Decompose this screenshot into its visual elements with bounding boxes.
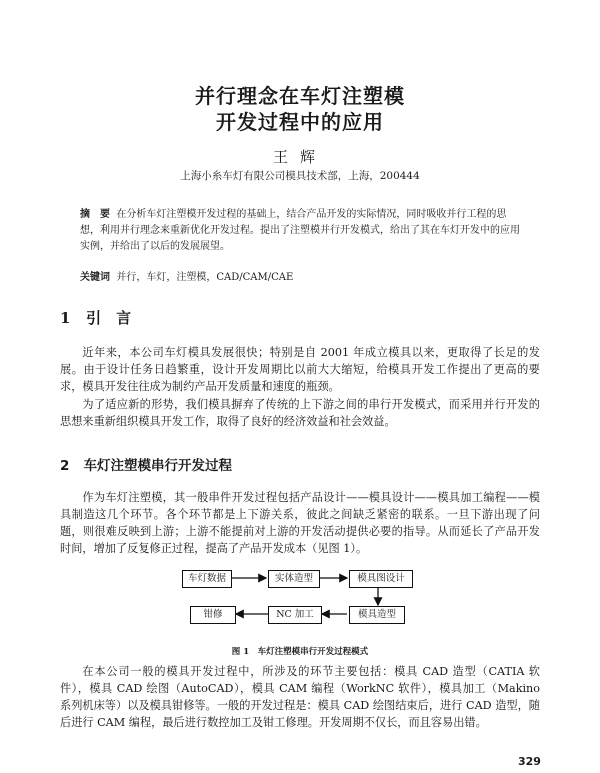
box-nc-machining: NC 加工 bbox=[268, 606, 322, 624]
paper-title-line1: 并行理念在车灯注塑模 bbox=[195, 84, 405, 108]
box-mold-drawing-design: 模具图设计 bbox=[349, 570, 413, 588]
author-name: 王辉 bbox=[272, 148, 327, 166]
page-number: 329 bbox=[518, 755, 541, 768]
author-affiliation: 上海小糸车灯有限公司模具技术部，上海，200444 bbox=[180, 170, 420, 182]
section2-title: 车灯注塑模串行开发过程 bbox=[83, 458, 233, 474]
box-lamp-data: 车灯数据 bbox=[182, 570, 232, 588]
abstract-label: 摘 要 bbox=[80, 209, 110, 220]
abstract-text: 在分析车灯注塑模开发过程的基础上，结合产品开发的实际情况，同时吸收并行工程的思想，利用并行理念来重新优化开发过程。提出了注塑模并行开发模式，给出了其在车灯开发中的应用实例，并给出了以后的发展展望。 bbox=[80, 209, 520, 252]
section1-number: 1 bbox=[60, 309, 71, 327]
figure1-caption: 图 1 车灯注塑模串行开发过程模式 bbox=[231, 647, 369, 657]
box-solid-modeling: 实体造型 bbox=[268, 570, 320, 588]
box-fitting-repair: 钳修 bbox=[190, 606, 236, 624]
keywords-label: 关键词 bbox=[80, 272, 110, 283]
section2-para2: 在本公司一般的模具开发过程中，所涉及的环节主要包括：模具 CAD 造型（CATIA 软件），模具 CAD 绘图（AutoCAD），模具 CAM 编程（WorkNC 软件），模具加工（Makino 系列机床等）以及模具钳修等。一般的开发过程是：模具 CAD 绘图结束后，进行 CAD 造型，随后进行 CAM 编程，最后进行数控加工及钳工修理。开发周期不仅长，而且容易出错。 bbox=[60, 665, 540, 729]
keywords-text: 并行，车灯，注塑模，CAD/CAM/CAE bbox=[116, 272, 294, 283]
paper-title-line2: 开发过程中的应用 bbox=[216, 110, 384, 134]
box-mold-modeling: 模具造型 bbox=[349, 606, 405, 624]
section1-para2: 为了适应新的形势，我们模具摒弃了传统的上下游之间的串行开发模式，而采用并行开发的思想来重新组织模具开发工作，取得了良好的经济效益和社会效益。 bbox=[60, 398, 540, 428]
section1-para1: 近年来，本公司车灯模具发展很快；特别是自 2001 年成立模具以来，更取得了长足的发展。由于设计任务日趋繁重，设计开发周期比以前大大缩短，给模具开发工作提出了更高的要求，模具开发往往成为制约产品开发质量和速度的瓶颈。 bbox=[60, 346, 540, 393]
section2-number: 2 bbox=[60, 458, 70, 474]
section2-para1: 作为车灯注塑模，其一般串件开发过程包括产品设计——模具设计——模具加工编程——模具制造这几个环节。各个环节都是上下游关系，彼此之间缺乏紧密的联系。一旦下游出现了问题，则很难反映到上游；上游不能提前对上游的开发活动提供必要的指导。从而延长了产品开发时间，增加了反复修正过程，提高了产品开发成本（见图 1）。 bbox=[60, 491, 540, 555]
section1-title: 引 言 bbox=[86, 309, 132, 327]
